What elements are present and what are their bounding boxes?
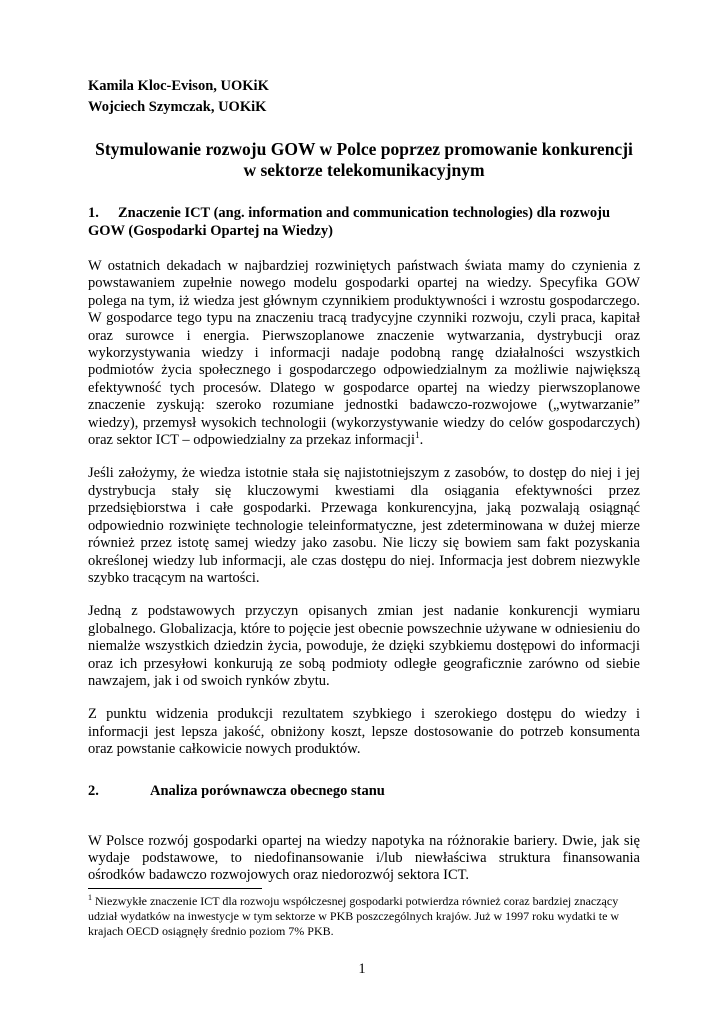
paragraph-end-punctuation: . [419,432,424,449]
author-1: Kamila Kloc-Evison, UOKiK [88,78,269,94]
author-2: Wojciech Szymczak, UOKiK [88,99,267,115]
footnote-reference[interactable]: 1 [415,430,420,441]
section-2-heading [88,782,640,800]
section-2-title: Analiza porównawcza obecnego stanu [150,782,385,799]
section-1-paragraph-4: Z punktu widzenia produkcji rezultatem szybkiego i szerokiego dostępu do wiedzy i informacji jest lepsza jakość, obniżony koszt, lepsze dostosowanie do potrzeb konsumenta oraz powstanie całkowicie nowych produktów. [88,706,640,758]
footnote-divider [88,888,262,889]
section-2-paragraph-1: W Polsce rozwój gospodarki opartej na wiedzy napotyka na różnorakie bariery. Dwie, jak się wydaje podstawowe, to niedofinansowanie i/lub niewłaściwa struktura finansowania ośrodków badawczo rozwojowych oraz niedorozwój sektora ICT. [88,832,640,884]
paragraph-text: W ostatnich dekadach w najbardziej rozwiniętych państwach świata mamy do czynienia z powstawaniem zupełnie nowego modelu gospodarki opartej na wiedzy. Specyfika GOW polega na tym, iż wiedza jest głównym czynnikiem produktywności i wzrostu gospodarczego. W gospodarce tego typu na znaczeniu tracą tradycyjne czynniki rozwoju, czyli praca, kapitał oraz surowce i energia. Pierwszoplanowe znaczenie wytwarzania, dystrybucji oraz wykorzystywania wiedzy i informacji nadaje podobną rangę działalności wszystkich podmiotów życia społecznego i gospodarczego odpowiedzialnym za możliwie największą efektywność tych procesów. Dlatego w gospodarce opartej na wiedzy pierwszoplanowe znaczenie zyskują: szeroko rozumiane jednostki badawczo-rozwojowe („wytwarzanie” wiedzy), przemysł wysokich technologii (wykorzystywanie wiedzy do celów gospodarczych) oraz sektor ICT – odpowiedzialny za przekaz informacji [88,258,640,449]
section-1-paragraph-1 [88,258,640,449]
section-1-paragraph-2: Jeśli założymy, że wiedza istotnie stała się najistotniejszym z zasobów, to dostęp do niej i jej dystrybucja stały się kluczowymi kwestiami dla osiągania efektywności przez przedsiębiorstwa i całe gospodarki. Przewaga konkurencyjna, jaką pozwalają osiągnąć odpowiednio rozwinięte technologie teleinformatyczne, jest zdeterminowana w dużej mierze również przez istotę samej wiedzy jako zasobu. Nie liczy się bowiem sam fakt pozyskania określonej wiedzy lub informacji, ale czas dostępu do niej. Informacja jest dobrem niezwykle szybko tracącym na wartości. [88,465,640,586]
document-page [88,76,640,885]
page-number: 1 [358,961,366,977]
section-1-paragraph-3: Jedną z podstawowych przyczyn opisanych zmian jest nadanie konkurencji wymiaru globalnego. Globalizacja, które to pojęcie jest obecnie powszechnie używane w odniesieniu do niemalże wszystkich dziedzin życia, powoduje, że dzięki szybkiemu dostępowi do informacji oraz ich przesyłowi konkurują ze sobą podmioty odległe geograficznie zarówno od siebie nawzajem, jak i od swoich rynków zbytu. [88,603,640,689]
section-2-number: 2. [88,782,99,799]
section-1-number: 1. [88,205,99,221]
footnote-text: Niezwykłe znaczenie ICT dla rozwoju współczesnej gospodarki potwierdza również coraz bardziej znaczący udział wydatków na inwestycje w tym sektorze w PKB poszczególnych krajów. Już w 1997 roku wydatki te w krajach OECD osiągnęły średnio poziom 7% PKB. [88,894,620,938]
document-title: Stymulowanie rozwoju GOW w Polce poprzez promowanie konkurencji w sektorze telekomunikacyjnym [95,139,633,180]
section-1-title: Znaczenie ICT (ang. information and communication technologies) dla rozwoju GOW (Gospodarki Opartej na Wiedzy) [88,205,611,239]
footnote [88,894,640,939]
footnote-number: 1 [88,893,92,902]
section-1-heading [88,204,640,240]
author-list [88,76,640,118]
